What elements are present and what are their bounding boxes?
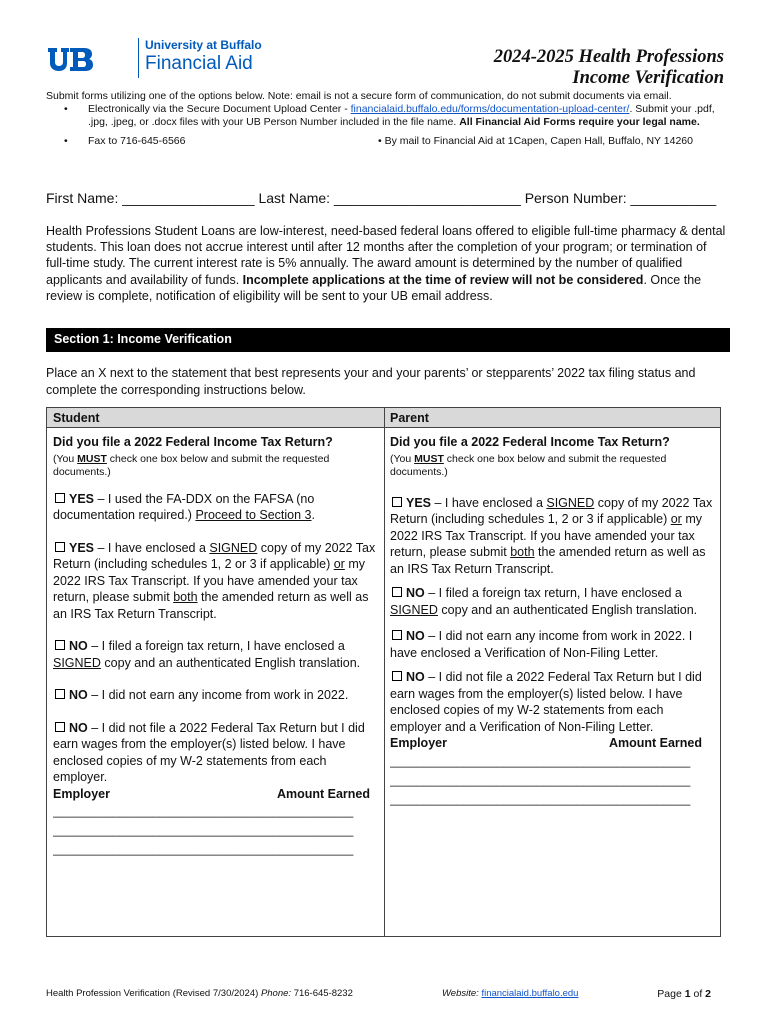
student-column — [53, 428, 378, 859]
loan-description-end: . Once the review is complete, notification of eligibility will be sent to your UB email address. — [46, 272, 702, 303]
legal-name-note: All Financial Aid Forms require your legal name. — [459, 116, 700, 128]
parent-option-tax-return: YES – I have enclosed a SIGNED copy of my 2022 Tax Return (including schedules 1, 2 or 3 if applicable) or my 2022 IRS Tax Transcript. If you have amended your tax return, please submit both the amended return as well as an IRS Tax Return Transcript. — [390, 495, 713, 576]
proceed-section3-link: Proceed to Section 3 — [195, 508, 312, 522]
student-question: Did you file a 2022 Federal Income Tax Return? — [53, 435, 333, 449]
bullet-icon: • — [64, 103, 68, 115]
upload-option-detail: . Submit your .pdf, .jpg, .jpeg, or .docx files with your UB Person Number included in the file name. — [88, 103, 715, 128]
student-option-no-income: NO – I did not earn any income from work in 2022. — [53, 687, 378, 704]
page-number: Page 1 of 2 — [657, 988, 711, 1000]
student-option-tax-return: YES – I have enclosed a SIGNED copy of my 2022 Tax Return (including schedules 1, 2 or 3 if applicable) or my 2022 IRS Tax Transcript. If you have amended your tax return, please submit both the amended return as well as an IRS Tax Return Transcript. — [53, 540, 376, 621]
parent-column — [390, 428, 716, 809]
checkbox[interactable] — [392, 587, 402, 597]
parent-option-no-income: NO – I did not earn any income from work in 2022. I have enclosed a Verification of Non-Filing Letter. — [390, 629, 693, 660]
university-name: University at Buffalo — [145, 38, 262, 52]
upload-option-text: Electronically via the Secure Document Upload Center - — [88, 103, 351, 115]
parent-option-w2: NO – I did not file a 2022 Federal Tax Return but I did earn wages from the employer(s) listed below. I have enclosed copies of my W-2 statements from each employer and a Verification of Non-Filing Letter. — [390, 670, 702, 734]
incomplete-warning: Incomplete applications at the time of review will not be considered — [242, 272, 644, 287]
checkbox[interactable] — [55, 722, 65, 732]
form-title — [494, 47, 724, 89]
student-column-header: Student — [53, 411, 100, 425]
checkbox[interactable] — [55, 689, 65, 699]
upload-center-link[interactable]: financialaid.buffalo.edu/forms/documentation-upload-center/ — [350, 103, 630, 115]
parent-must-note: (You MUST check one box below and submit the requested documents.) — [390, 452, 667, 478]
student-must-note: (You MUST check one box below and submit the requested documents.) — [53, 452, 330, 478]
footer-website: Website: financialaid.buffalo.edu — [442, 988, 579, 999]
parent-option-foreign: NO – I filed a foreign tax return, I have enclosed a SIGNED copy and an authenticated English translation. — [390, 586, 698, 617]
parent-employer-line[interactable]: _____________________________________________ — [390, 772, 691, 787]
checkbox[interactable] — [55, 640, 65, 650]
student-option-foreign: NO – I filed a foreign tax return, I have enclosed a SIGNED copy and an authenticated English translation. — [53, 639, 361, 670]
form-title-line2: Income Verification — [572, 68, 724, 88]
ub-monogram-icon — [48, 46, 94, 72]
upload-option — [46, 103, 726, 129]
loan-description — [46, 223, 726, 304]
ub-logo — [48, 38, 262, 78]
checkbox[interactable] — [392, 630, 402, 640]
student-employer-line[interactable]: _____________________________________________ — [53, 842, 354, 856]
column-divider — [384, 408, 385, 936]
student-employer-line[interactable]: _____________________________________________ — [53, 823, 354, 837]
submission-options — [46, 103, 726, 148]
student-option-ddx: YES – I used the FA-DDX on the FAFSA (no documentation required.) Proceed to Section 3. — [53, 491, 315, 522]
checkbox[interactable] — [392, 497, 402, 507]
mail-option: • By mail to Financial Aid at 1Capen, Capen Hall, Buffalo, NY 14260 — [378, 135, 693, 147]
footer-revision: Health Profession Verification (Revised 7/30/2024) Phone: 716-645-8232 — [46, 988, 353, 999]
bullet-icon: • — [64, 135, 68, 147]
section-instructions: Place an X next to the statement that best represents your and your parents’ or stepparents’ 2022 tax filing status and complete the corresponding instructions below. — [46, 366, 696, 397]
parent-employer-line[interactable]: _____________________________________________ — [390, 753, 691, 768]
student-name-fields[interactable]: First Name: _________________ Last Name: ________________________ Person Number: ___________ — [46, 190, 717, 206]
checkbox[interactable] — [392, 671, 402, 681]
parent-question: Did you file a 2022 Federal Income Tax Return? — [390, 435, 670, 449]
loan-description-text: Health Professions Student Loans are low-interest, need-based federal loans offered to eligible full-time pharmacy & dental students. This loan does not accrue interest until after 12 months after the completion of your program; or termination of full-time study. The current interest rate is 5% annually. The award amount is determined by the number of qualified applicants and availability of funds. — [46, 224, 726, 287]
fax-mail-option — [46, 135, 726, 148]
income-verification-table — [46, 407, 721, 937]
fax-option: Fax to 716-645-6566 — [88, 135, 186, 147]
website-link[interactable]: financialaid.buffalo.edu — [481, 988, 579, 999]
checkbox[interactable] — [55, 542, 65, 552]
form-title-line1: 2024-2025 Health Professions — [493, 47, 724, 67]
logo-divider — [138, 38, 139, 78]
parent-column-header: Parent — [390, 411, 429, 425]
student-employer-header: Employer Amount Earned — [53, 786, 370, 801]
section-header: Section 1: Income Verification — [46, 328, 730, 352]
submission-instructions — [46, 90, 726, 148]
student-employer-line[interactable]: _____________________________________________ — [53, 804, 354, 818]
parent-employer-header: Employer Amount Earned — [390, 736, 702, 750]
checkbox[interactable] — [55, 493, 65, 503]
department-name: Financial Aid — [145, 53, 253, 74]
email-note: Submit forms utilizing one of the options below. Note: email is not a secure form of communication, do not submit documents via email. — [46, 90, 672, 102]
parent-employer-line[interactable]: _____________________________________________ — [390, 791, 691, 806]
student-option-w2: NO – I did not file a 2022 Federal Tax Return but I did earn wages from the employer(s) listed below. I have enclosed copies of my W-2 statements from each employer. — [53, 720, 365, 784]
